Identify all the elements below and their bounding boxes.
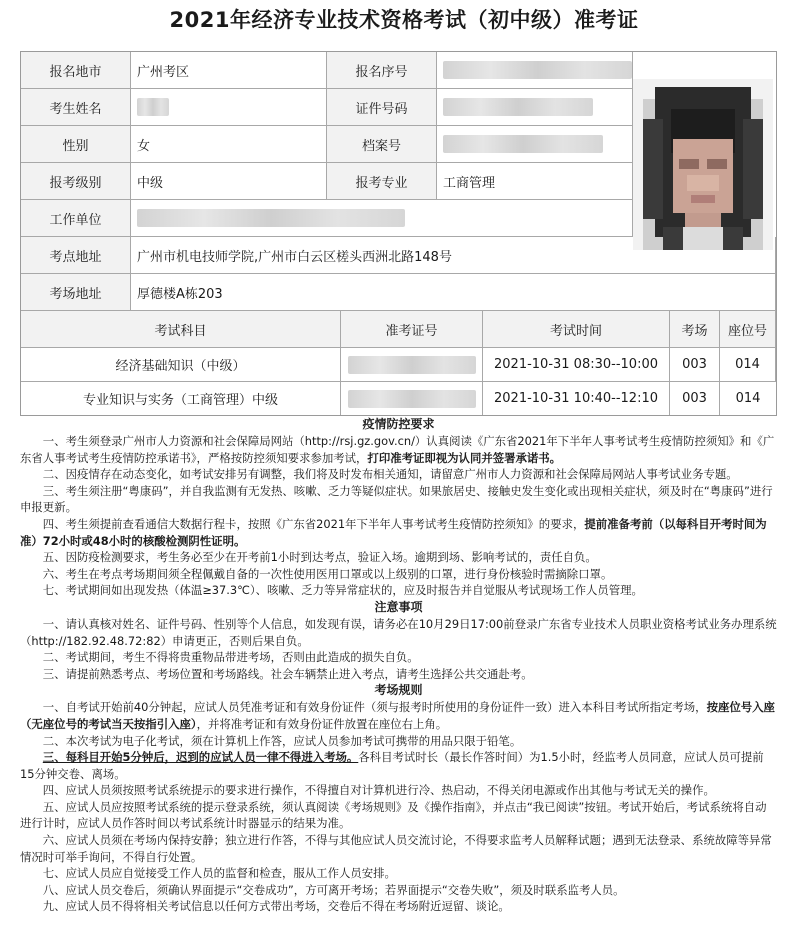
text-span: 各科目考试时长（最长作答时间）为1.5小时，经监考人员同意，应试人员可提前15分钟交卷、离场。: [20, 750, 764, 781]
value-archive: [437, 126, 633, 163]
value-employer: [131, 200, 633, 237]
notice-heading: 注意事项: [374, 599, 423, 614]
text-span: ，并将准考证和有效身份证件放置在座位右上角。: [196, 716, 448, 731]
notice-item-1: 一、请认真核对姓名、证件号码、性别等个人信息，如发现有误，请务必在10月29日17:00前登录广东省专业技术人员职业资格考试业务办理系统（http://182.92.48.72:82）申请更正，否则后果自负。: [20, 616, 777, 648]
text-span: 四、考生须提前查看通信大数据行程卡，按照《广东省2021年下半年人事考试考生疫情防控须知》的要求，: [42, 516, 585, 531]
row2-room: 003: [670, 382, 720, 415]
row2-ticket-number: [341, 382, 483, 415]
label-site-address: 考点地址: [21, 237, 131, 274]
notice-item-3: 三、请提前熟悉考点、考场位置和考场路线。社会车辆禁止进入考点，请考生选择公共交通赴考。: [42, 666, 533, 681]
page-title: 2021年经济专业技术资格考试（初中级）准考证: [169, 8, 639, 32]
notice-item-2: 二、考试期间，考生不得将贵重物品带进考场，否则由此造成的损失自负。: [42, 650, 419, 665]
value-name: [131, 89, 327, 126]
rules-item-6: 六、应试人员须在考场内保持安静；独立进行作答，不得与其他应试人员交流讨论，不得要求监考人员解释试题；遇到无法登录、系统故障等异常情况时可举手询问，不得自行处置。: [20, 833, 772, 864]
covid-item-4: [20, 516, 777, 549]
value-room-address: 厚德楼A栋203: [131, 274, 776, 311]
bold-span: 按座位号入座（无座位号的考试当天按指引入座）: [20, 700, 775, 731]
row1-seat: 014: [720, 348, 776, 382]
candidate-photo: [633, 79, 773, 250]
label-level: 报考级别: [21, 163, 131, 200]
text-span: 一、自考试开始前40分钟起，应试人员凭准考证和有效身份证件（须与报考时所使用的身份证件一致）进入本科目考试所指定考场，: [42, 700, 707, 715]
notes-section: [20, 416, 777, 915]
redacted-block: [443, 61, 632, 79]
rules-item-8: 八、应试人员交卷后，须确认界面提示“交卷成功”，方可离开考场；若界面提示“交卷失败”，须及时联系监考人员。: [42, 882, 625, 897]
row1-ticket-number: [341, 348, 483, 382]
redacted-block: [137, 98, 169, 116]
header-room: 考场: [670, 311, 720, 348]
row1-room: 003: [670, 348, 720, 382]
redacted-block: [137, 209, 405, 227]
rules-item-9: 九、应试人员不得将相关考试信息以任何方式带出考场，交卷后不得在考场附近逗留、谈论。: [42, 899, 510, 914]
row2-subject: 专业知识与实务（工商管理）中级: [21, 382, 341, 415]
covid-item-2: 二、因疫情存在动态变化，如考试安排另有调整，我们将及时发布相关通知，请留意广州市人力资源和社会保障局网站人事考试业务专题。: [42, 467, 738, 482]
covid-item-3: 三、考生须注册“粤康码”，并自我监测有无发热、咳嗽、乏力等疑似症状。如果旅居史、接触史发生变化或出现相关症状，须及时在“粤康码”进行申报更新。: [20, 483, 773, 515]
row1-subject: 经济基础知识（中级）: [21, 348, 341, 382]
rules-item-3: [20, 749, 777, 782]
value-id-number: [437, 89, 633, 126]
row2-seat: 014: [735, 391, 761, 406]
bold-span: 打印准考证即视为认同并签署承诺书。: [367, 450, 562, 465]
header-subject: 考试科目: [21, 311, 341, 348]
rules-heading: 考场规则: [374, 683, 423, 698]
photo-pixelated-image: [633, 79, 773, 250]
rules-item-7: 七、应试人员应自觉接受工作人员的监督和检查，服从工作人员安排。: [42, 866, 396, 881]
redacted-block: [443, 98, 593, 116]
redacted-block: [348, 356, 476, 374]
rules-item-2: 二、本次考试为电子化考试，须在计算机上作答，应试人员参加考试可携带的用品只限于铅笔。: [42, 733, 522, 748]
header-seat: 座位号: [720, 311, 776, 348]
rules-item-4: 四、应试人员须按照考试系统提示的要求进行操作，不得擅自对计算机进行冷、热启动，不得关闭电源或作出其他与考试无关的操作。: [42, 783, 715, 798]
label-employer: 工作单位: [21, 200, 131, 237]
covid-item-6: 六、考生在考点考场期间须全程佩戴自备的一次性使用医用口罩或以上级别的口罩，进行身份核验时需摘除口罩。: [42, 566, 613, 581]
label-gender: 性别: [21, 126, 131, 163]
covid-item-7: 七、考试期间如出现发热（体温≥37.3℃）、咳嗽、乏力等异常症状的，应及时报告并自觉服从考试现场工作人员管理。: [42, 583, 643, 598]
label-room-address: 考场地址: [21, 274, 131, 311]
rules-item-5: 五、应试人员应按照考试系统的提示登录系统，须认真阅读《考场规则》及《操作指南》，并点击“我已阅读”按钮。考试开始后，考试系统将自动进行计时，应试人员作答时间以考试系统计时器显示的结果为准。: [20, 799, 767, 831]
header-exam-time: 考试时间: [483, 311, 670, 348]
bold-underline-span: 三、每科目开始5分钟后，迟到的应试人员一律不得进入考场。: [42, 750, 359, 765]
text-span: 一、考生须登录广州市人力资源和社会保障局网站（http://rsj.gz.gov.cn/）认真阅读《广东省2021年下半年人事考试考生疫情防控须知》和《广东省人事考试考生疫情防控承诺书》，严格按防控须知要求参加考试，: [20, 434, 775, 465]
covid-item-5: 五、因防疫检测要求，考生务必至少在开考前1小时到达考点，验证入场。逾期到场、影响考试的，责任自负。: [42, 550, 597, 565]
covid-heading: 疫情防控要求: [362, 417, 435, 431]
label-major: 报考专业: [327, 163, 437, 200]
label-location: 报名地市: [21, 52, 131, 89]
value-gender: 女: [131, 126, 327, 163]
redacted-block: [443, 135, 603, 153]
value-location: 广州考区: [131, 52, 327, 89]
label-id-number: 证件号码: [327, 89, 437, 126]
value-level: 中级: [131, 163, 327, 200]
value-site-address: 广州市机电技师学院,广州市白云区槎头西洲北路148号: [131, 237, 776, 274]
value-serial: [437, 52, 633, 89]
covid-item-1: [20, 433, 777, 466]
rules-item-1: [20, 699, 777, 732]
redacted-block: [348, 390, 476, 408]
label-archive: 档案号: [327, 126, 437, 163]
header-ticket-number: 准考证号: [341, 311, 483, 348]
label-serial: 报名序号: [327, 52, 437, 89]
label-name: 考生姓名: [21, 89, 131, 126]
value-major: 工商管理: [437, 163, 633, 200]
bold-span: 提前准备考前（以每科目开考时间为准）72小时或48小时的核酸检测阴性证明。: [20, 516, 767, 548]
row1-time: 2021-10-31 08:30--10:00: [483, 348, 670, 382]
row2-time: 2021-10-31 10:40--12:10: [483, 382, 670, 415]
